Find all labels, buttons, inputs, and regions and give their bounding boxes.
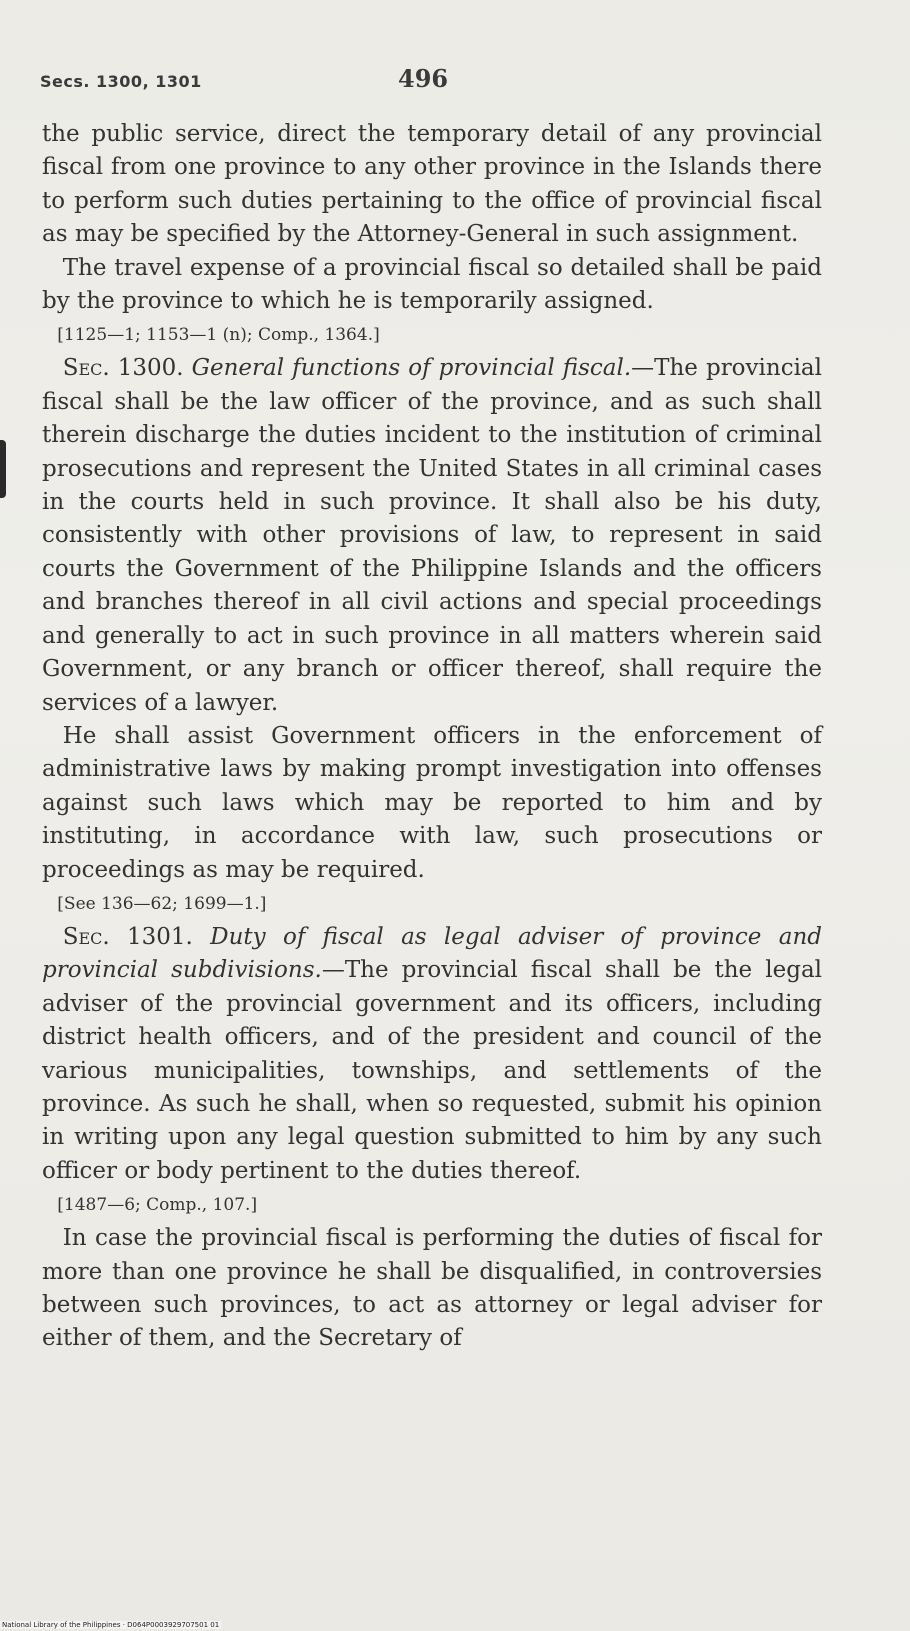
section-1300	[42, 352, 822, 719]
section-range: Secs. 1300, 1301	[40, 72, 202, 91]
page-body	[42, 118, 822, 1356]
paragraph-travel-expense: The travel expense of a provincial fiscal so detailed shall be paid by the province to which he is temporarily assigned.	[42, 254, 822, 315]
citation-1: [1125—1; 1153—1 (n); Comp., 1364.]	[57, 325, 380, 346]
binding-edge-mark	[0, 440, 6, 498]
section-1301-label: Sec. 1301.	[62, 923, 193, 950]
citation-2: [See 136—62; 1699—1.]	[57, 893, 267, 914]
scan-footer: National Library of the Philippines · D064P0003929707501 01	[2, 1621, 220, 1629]
section-1301-heading: Duty of fiscal as legal adviser of province and provincial subdivisions.	[42, 923, 822, 984]
section-1300-label: Sec. 1300.	[62, 355, 184, 382]
paragraph-continued: the public service, direct the temporary detail of any provincial fiscal from one province to any other province in the Islands there to perform such duties pertaining to the office of provincial fiscal as may be specified by the Attorney-General in such assignment.	[42, 121, 822, 248]
section-1300-heading: General functions of provincial fiscal.	[191, 355, 632, 382]
section-1301-text: —The provincial fiscal shall be the legal adviser of the provincial government and its officers, including district health officers, and of the president and council of the various municipalities, townships, and settlements of the province. As such he shall, when so requested, submit his opinion in writing upon any legal question submitted to him by any such officer or body pertinent to the duties thereof.	[42, 957, 823, 1184]
page-number: 496	[398, 64, 449, 93]
running-head	[40, 64, 830, 104]
section-1301	[42, 921, 822, 1188]
paragraph-multiple-provinces: In case the provincial fiscal is performing the duties of fiscal for more than one province he shall be disqualified, in controversies between such provinces, to act as attorney or legal adviser for either of them, and the Secretary of	[42, 1225, 822, 1352]
paragraph-assist-officers: He shall assist Government officers in the enforcement of administrative laws by making prompt investigation into offenses against such laws which may be reported to him and by instituting, in accordance with law, such prosecutions or proceedings as may be required.	[42, 722, 822, 883]
section-1300-text: —The provincial fiscal shall be the law officer of the province, and as such shall therein discharge the duties incident to the institution of criminal prosecutions and represent the United States in all criminal cases in the courts held in such province. It shall also be his duty, consistently with other provisions of law, to represent in said courts the Government of the Philippine Islands and the officers and branches thereof in all civil actions and special proceedings and generally to act in such province in all matters wherein said Government, or any branch or officer thereof, shall require the services of a lawyer.	[42, 355, 822, 716]
citation-3: [1487—6; Comp., 107.]	[57, 1195, 258, 1216]
